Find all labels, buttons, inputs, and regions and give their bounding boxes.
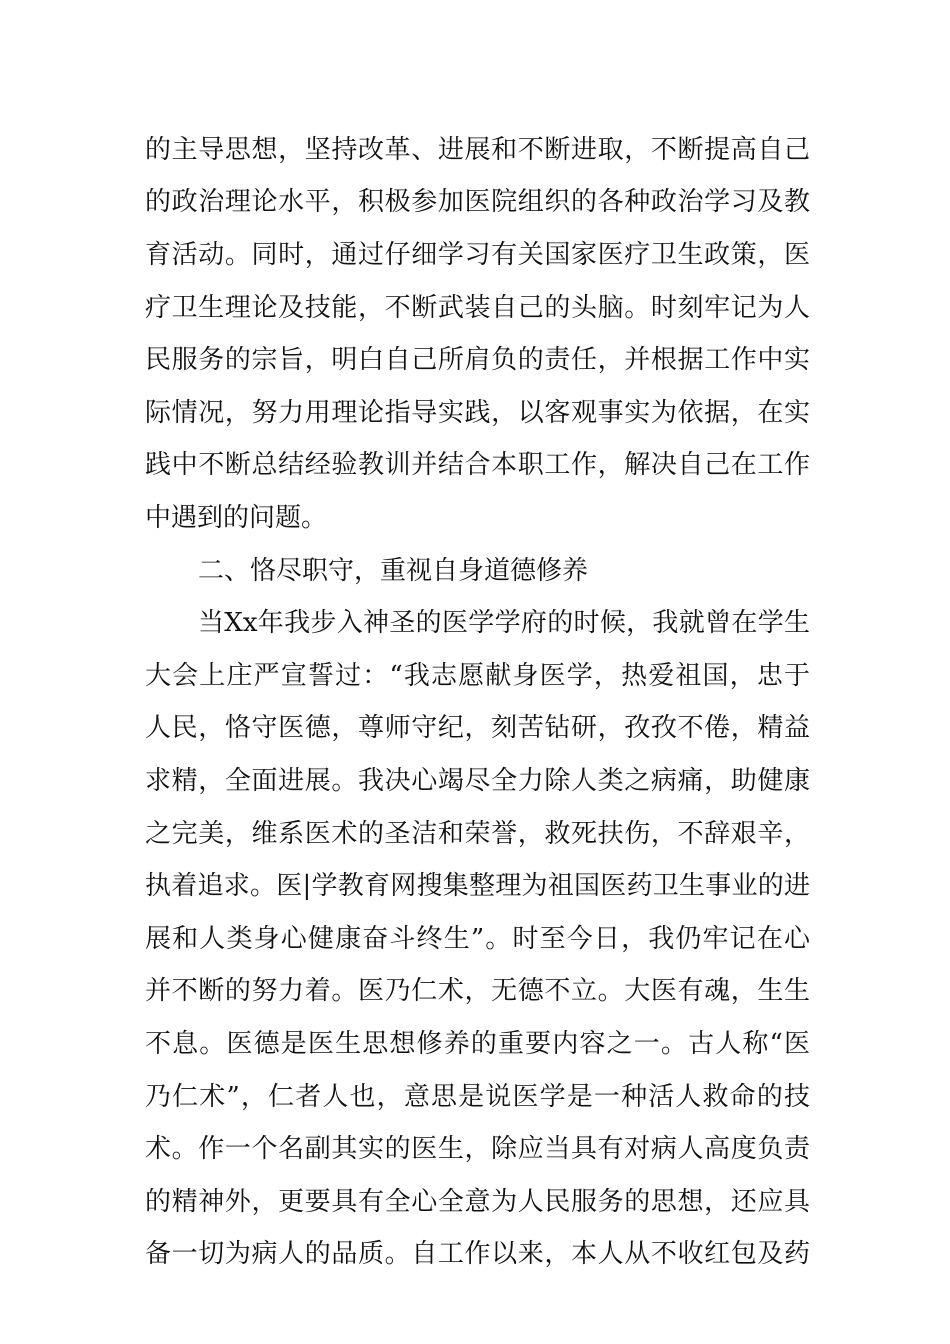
text-line: 不息。医德是医生思想修养的重要内容之一。古人称“医 xyxy=(145,1029,810,1059)
text-line: 当Xx年我步入神圣的医学学府的时候，我就曾在学生 xyxy=(198,608,810,638)
section-heading: 二、恪尽职守，重视自身道德修养 xyxy=(198,556,589,586)
text-line: 术。作一个名副其实的医生，除应当具有对病人高度负责 xyxy=(145,1134,810,1164)
text-line: 疗卫生理论及技能，不断武装自己的头脑。时刻牢记为人 xyxy=(145,293,810,323)
text-line: 乃仁术”，仁者人也，意思是说医学是一种活人救命的技 xyxy=(145,1082,810,1112)
text-line: 大会上庄严宣誓过：“我志愿献身医学，热爱祖国，忠于 xyxy=(145,661,810,691)
text-line: 人民，恪守医德，尊师守纪，刻苦钻研，孜孜不倦，精益 xyxy=(145,713,810,743)
text-line: 民服务的宗旨，明白自己所肩负的责任，并根据工作中实 xyxy=(145,345,810,375)
text-line: 的政治理论水平，积极参加医院组织的各种政治学习及教 xyxy=(145,187,810,217)
text-line: 际情况，努力用理论指导实践，以客观事实为依据，在实 xyxy=(145,398,810,428)
text-line: 并不断的努力着。医乃仁术，无德不立。大医有魂，生生 xyxy=(145,976,810,1006)
text-line: 之完美，维系医术的圣洁和荣誉，救死扶伤，不辞艰辛， xyxy=(145,819,810,849)
text-line: 践中不断总结经验教训并结合本职工作，解决自己在工作 xyxy=(145,450,810,480)
text-line: 展和人类身心健康奋斗终生”。时至今日，我仍牢记在心 xyxy=(145,924,810,954)
text-line: 求精，全面进展。我决心竭尽全力除人类之病痛，助健康 xyxy=(145,766,810,796)
text-line: 育活动。同时，通过仔细学习有关国家医疗卫生政策，医 xyxy=(145,240,810,270)
text-line: 中遇到的问题。 xyxy=(145,503,328,533)
text-line: 的精神外，更要具有全心全意为人民服务的思想，还应具 xyxy=(145,1187,810,1217)
text-line: 的主导思想，坚持改革、进展和不断进取，不断提高自己 xyxy=(145,135,810,165)
text-line: 备一切为病人的品质。自工作以来，本人从不收红包及药 xyxy=(145,1239,810,1269)
text-line: 执着追求。医|学教育网搜集整理为祖国医药卫生事业的进 xyxy=(145,871,810,901)
